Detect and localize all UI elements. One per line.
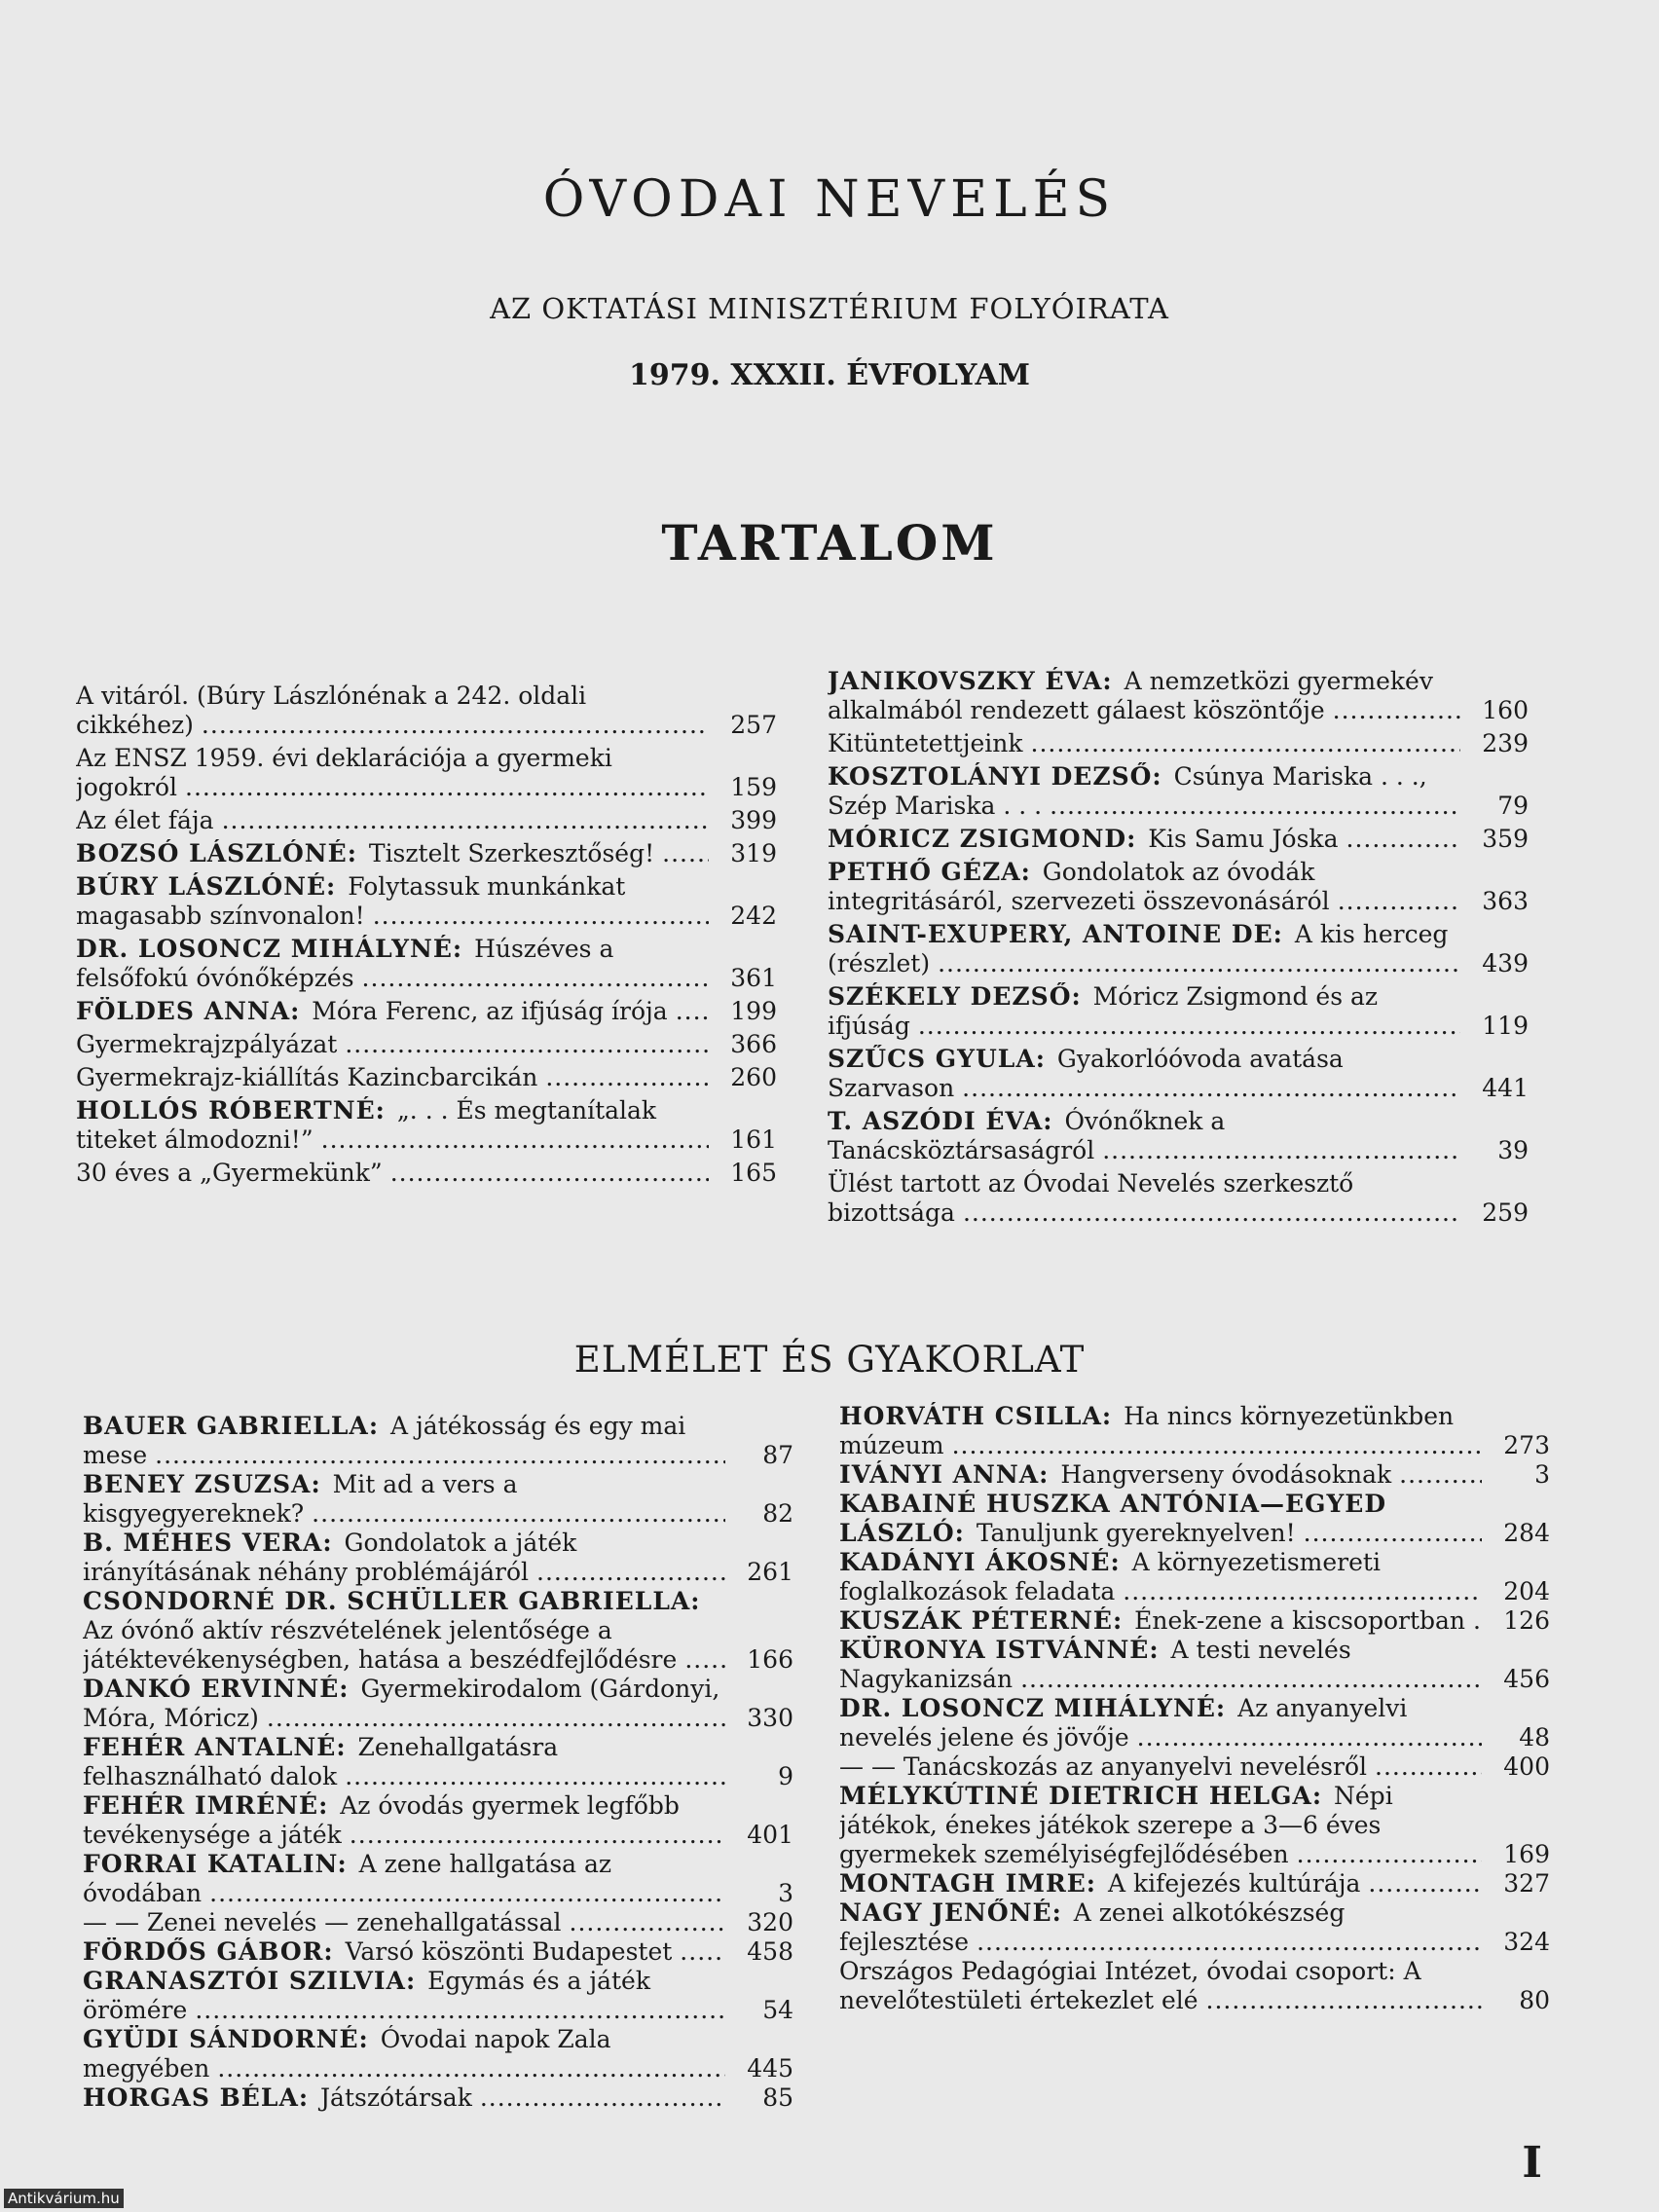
toc-title: Zenehallgatásra felhasználható dalok [83,1733,559,1790]
toc-title: Az élet fája [76,806,218,834]
toc-author: BENEY ZSUZSA: [83,1470,325,1498]
toc-title: A zene hallgatása az óvodában [83,1850,612,1907]
toc-title: 30 éves a „Gyermekünk” [76,1159,387,1187]
toc-title: Gondolatok az óvodák integritásáról, szervezeti összevonásáról [828,858,1334,915]
toc-entry [76,1063,777,1092]
toc-title: Az ENSZ 1959. évi deklarációja a gyermeki jogokról [76,744,612,801]
toc-page-number: 126 [1503,1606,1550,1635]
toc-page-number: 399 [730,806,777,834]
toc-page-number: 330 [747,1704,793,1732]
toc-entry [828,762,1529,821]
toc-entry [83,1470,793,1529]
toc-page-number: 54 [762,1996,793,2024]
toc-author: HOLLÓS RÓBERTNÉ: [76,1096,389,1124]
toc-page-number: 204 [1503,1577,1550,1605]
toc-title: Gyermekirodalom (Gárdonyi, Móra, Móricz) [83,1675,720,1732]
toc-page-number: 261 [747,1558,793,1586]
tartalom-right-column [828,667,1529,1232]
toc-title: Országos Pedagógiai Intézet, óvodai csoport: A nevelőtestületi értekezlet elé [839,1957,1421,2014]
toc-page-number: 85 [762,2083,793,2112]
toc-page-number: 257 [730,711,777,739]
toc-entry [83,1675,793,1733]
toc-author: KOSZTOLÁNYI DEZSŐ: [828,762,1166,791]
toc-page-number: 3 [1534,1460,1550,1489]
toc-entry [76,682,777,740]
toc-title: A testi nevelés Nagykanizsán [839,1636,1351,1693]
toc-page-number: 359 [1482,825,1529,853]
section-title-tartalom: TARTALOM [661,514,998,571]
toc-title: Húszéves a felsőfokú óvónőképzés [76,935,614,992]
toc-page-number: 363 [1482,887,1529,915]
toc-title: Kis Samu Jóska [1148,825,1342,853]
toc-title: Óvodai napok Zala megyében [83,2025,611,2083]
toc-entry [76,1096,777,1155]
toc-page-number: 242 [730,902,777,930]
toc-entry [828,1045,1529,1103]
toc-author: KADÁNYI ÁKOSNÉ: [839,1548,1124,1576]
toc-title: — — Tanácskozás az anyanyelvi nevelésről [839,1752,1371,1781]
toc-page-number: 9 [778,1762,793,1790]
toc-author: DANKÓ ERVINNÉ: [83,1675,353,1703]
toc-page-number: 87 [762,1441,793,1469]
toc-entry [76,935,777,993]
toc-title: Tisztelt Szerkesztőség! [369,839,658,867]
toc-entry [828,729,1529,758]
toc-entry [76,806,777,835]
toc-page-number: 401 [747,1821,793,1849]
toc-entry [839,1636,1550,1694]
toc-entry [76,839,777,868]
toc-page-number: 39 [1497,1136,1529,1164]
toc-page-number: 3 [778,1879,793,1907]
toc-page-number: 458 [747,1937,793,1966]
toc-title: A vitáról. (Búry Lászlónénak a 242. oldali cikkéhez) [76,682,587,739]
toc-author: KABAINÉ HUSZKA ANTÓNIA—EGYED LÁSZLÓ: [839,1490,1387,1547]
toc-entry [839,1606,1550,1636]
toc-author: KUSZÁK PÉTERNÉ: [839,1606,1126,1635]
publisher-line: AZ OKTATÁSI MINISZTÉRIUM FOLYÓIRATA [490,292,1169,325]
toc-title: Gondolatok a játék irányításának néhány problémájáról [83,1529,577,1586]
toc-title: „. . . És megtanítalak titeket álmodozni!” [76,1096,657,1154]
toc-author: BOZSÓ LÁSZLÓNÉ: [76,839,361,867]
toc-entry [839,1490,1550,1548]
toc-entry [839,1752,1550,1782]
toc-page-number: 273 [1503,1431,1550,1459]
toc-page-number: 439 [1482,949,1529,977]
toc-page-number: 366 [730,1030,777,1058]
toc-title: A kis herceg (részlet) [828,920,1449,977]
elmelet-left-column [83,1412,793,2113]
toc-title: Játszótársak [320,2083,476,2112]
toc-title: A kifejezés kultúrája [1108,1869,1364,1898]
toc-entry [83,1529,793,1587]
toc-page-number: 169 [1503,1840,1550,1868]
toc-author: JANIKOVSZKY ÉVA: [828,667,1117,695]
toc-title: Csúnya Mariska . . ., Szép Mariska . . . [828,762,1427,820]
toc-entry [83,1967,793,2025]
toc-entry [83,1908,793,1937]
toc-title: Hangverseny óvodásoknak [1060,1460,1395,1489]
toc-page-number: 119 [1482,1012,1529,1040]
toc-author: KÜRONYA ISTVÁNNÉ: [839,1636,1163,1664]
toc-author: NAGY JENŐNÉ: [839,1899,1066,1927]
toc-author: GRANASZTÓI SZILVIA: [83,1967,420,1995]
toc-title: Az óvodás gyermek legfőbb tevékenysége a játék [83,1791,680,1849]
toc-entry [839,1548,1550,1606]
toc-title: Móricz Zsigmond és az ifjúság [828,982,1379,1040]
toc-title: Mit ad a vers a kisgyegyereknek? [83,1470,518,1528]
toc-entry [83,2025,793,2083]
toc-author: BÚRY LÁSZLÓNÉ: [76,872,340,901]
toc-page-number: 165 [730,1159,777,1187]
toc-author: GYÜDI SÁNDORNÉ: [83,2025,373,2053]
journal-title: ÓVODAI NEVELÉS [542,170,1117,229]
toc-page-number: 159 [730,773,777,801]
toc-title: Ülést tartott az Óvodai Nevelés szerkesztő bizottsága [828,1169,1354,1227]
toc-author: FORRAI KATALIN: [83,1850,351,1878]
toc-page-number: 239 [1482,729,1529,757]
toc-entry [839,1869,1550,1899]
toc-author: HORVÁTH CSILLA: [839,1402,1116,1430]
elmelet-right-column [839,1402,1550,2015]
toc-entry [76,872,777,931]
toc-author: T. ASZÓDI ÉVA: [828,1107,1056,1135]
toc-entry [828,825,1529,854]
toc-author: CSONDORNÉ DR. SCHÜLLER GABRIELLA: [83,1587,705,1615]
toc-author: PETHŐ GÉZA: [828,858,1035,886]
toc-author: MÉLYKÚTINÉ DIETRICH HELGA: [839,1782,1326,1810]
toc-title: Gyermekrajzpályázat [76,1030,341,1058]
toc-title: Óvónőknek a Tanácsköztársaságról [828,1107,1226,1164]
toc-title: Kitüntetettjeink [828,729,1027,757]
toc-title: Varsó köszönti Budapestet [346,1937,677,1966]
toc-entry [76,997,777,1026]
toc-entry [839,1957,1550,2015]
toc-page-number: 327 [1503,1869,1550,1898]
toc-title: Népi játékok, énekes játékok szerepe a 3—6 éves gyermekek személyiségfejlődésében [839,1782,1393,1868]
toc-page-number: 441 [1482,1074,1529,1102]
page-number: I [1522,2138,1542,2188]
toc-page-number: 199 [730,997,777,1025]
toc-page-number: 259 [1482,1198,1529,1227]
section-title-elmelet: ELMÉLET ÉS GYAKORLAT [573,1339,1086,1381]
toc-title: Móra Ferenc, az ifjúság írója [312,997,671,1025]
toc-page-number: 324 [1503,1928,1550,1956]
toc-author: SZÉKELY DEZSŐ: [828,982,1086,1011]
toc-entry [83,1850,793,1908]
toc-entry [828,920,1529,978]
toc-entry [83,1587,793,1675]
watermark: Antikvárium.hu [4,2189,124,2208]
toc-page-number: 79 [1497,792,1529,820]
toc-author: FÖLDES ANNA: [76,997,304,1025]
toc-page-number: 48 [1519,1723,1550,1751]
toc-page-number: 319 [730,839,777,867]
toc-title: Az óvónő aktív részvételének jelentősége a játéktevékenységben, hatása a beszédfejlődésre [83,1616,681,1674]
toc-title: Ének-zene a kiscsoportban [1134,1606,1469,1635]
toc-page-number: 456 [1503,1665,1550,1693]
toc-entry [76,744,777,802]
toc-entry [828,1169,1529,1228]
toc-entry [83,1733,793,1791]
toc-title: Ha nincs környezetünkben múzeum [839,1402,1455,1459]
toc-page-number: 166 [747,1645,793,1674]
toc-author: DR. LOSONCZ MIHÁLYNÉ: [839,1694,1230,1722]
toc-page-number: 320 [747,1908,793,1936]
toc-author: FEHÉR IMRÉNÉ: [83,1791,332,1820]
toc-author: BAUER GABRIELLA: [83,1412,383,1440]
toc-entry [76,1159,777,1188]
toc-page-number: 400 [1503,1752,1550,1781]
toc-author: IVÁNYI ANNA: [839,1460,1052,1489]
toc-author: MÓRICZ ZSIGMOND: [828,825,1140,853]
toc-title: Gyermekrajz-kiállítás Kazincbarcikán [76,1063,541,1091]
toc-title: A zenei alkotókészség fejlesztése [839,1899,1346,1956]
toc-author: FÖRDŐS GÁBOR: [83,1937,338,1966]
toc-title: — — Zenei nevelés — zenehallgatással [83,1908,566,1936]
toc-page-number: 445 [747,2054,793,2083]
toc-entry [839,1460,1550,1490]
toc-title: Egymás és a játék örömére [83,1967,650,2024]
toc-entry [83,1412,793,1470]
toc-entry [83,1937,793,1967]
toc-entry [839,1782,1550,1869]
toc-title: A környezetismereti foglalkozások feladata [839,1548,1381,1605]
toc-entry [839,1694,1550,1752]
tartalom-left-column [76,682,777,1192]
toc-page-number: 82 [762,1499,793,1528]
toc-author: DR. LOSONCZ MIHÁLYNÉ: [76,935,466,963]
toc-entry [76,1030,777,1059]
toc-entry [828,858,1529,916]
toc-page-number: 160 [1482,696,1529,724]
toc-author: SAINT-EXUPERY, ANTOINE DE: [828,920,1287,948]
toc-page-number: 260 [730,1063,777,1091]
toc-page-number: 361 [730,964,777,992]
toc-entry [828,667,1529,725]
toc-entry [839,1899,1550,1957]
toc-entry [828,1107,1529,1165]
toc-author: MONTAGH IMRE: [839,1869,1100,1898]
toc-entry [839,1402,1550,1460]
toc-title: Tanuljunk gyereknyelven! [977,1519,1300,1547]
toc-page-number: 80 [1519,1986,1550,2014]
toc-entry [83,1791,793,1850]
toc-author: B. MÉHES VERA: [83,1529,337,1557]
volume-line: 1979. XXXII. ÉVFOLYAM [629,358,1030,392]
toc-author: FEHÉR ANTALNÉ: [83,1733,350,1761]
toc-author: SZŰCS GYULA: [828,1045,1050,1073]
toc-title: Az anyanyelvi nevelés jelene és jövője [839,1694,1408,1751]
toc-title: Gyakorlóóvoda avatása Szarvason [828,1045,1344,1102]
toc-title: A játékosság és egy mai mese [83,1412,686,1469]
toc-page-number: 161 [730,1125,777,1154]
toc-title: Folytassuk munkánkat magasabb színvonalon! [76,872,626,930]
toc-author: HORGAS BÉLA: [83,2083,313,2112]
toc-entry [83,2083,793,2113]
toc-page-number: 284 [1503,1519,1550,1547]
toc-title: A nemzetközi gyermekév alkalmából rendezett gálaest köszöntője [828,667,1433,724]
toc-entry [828,982,1529,1041]
